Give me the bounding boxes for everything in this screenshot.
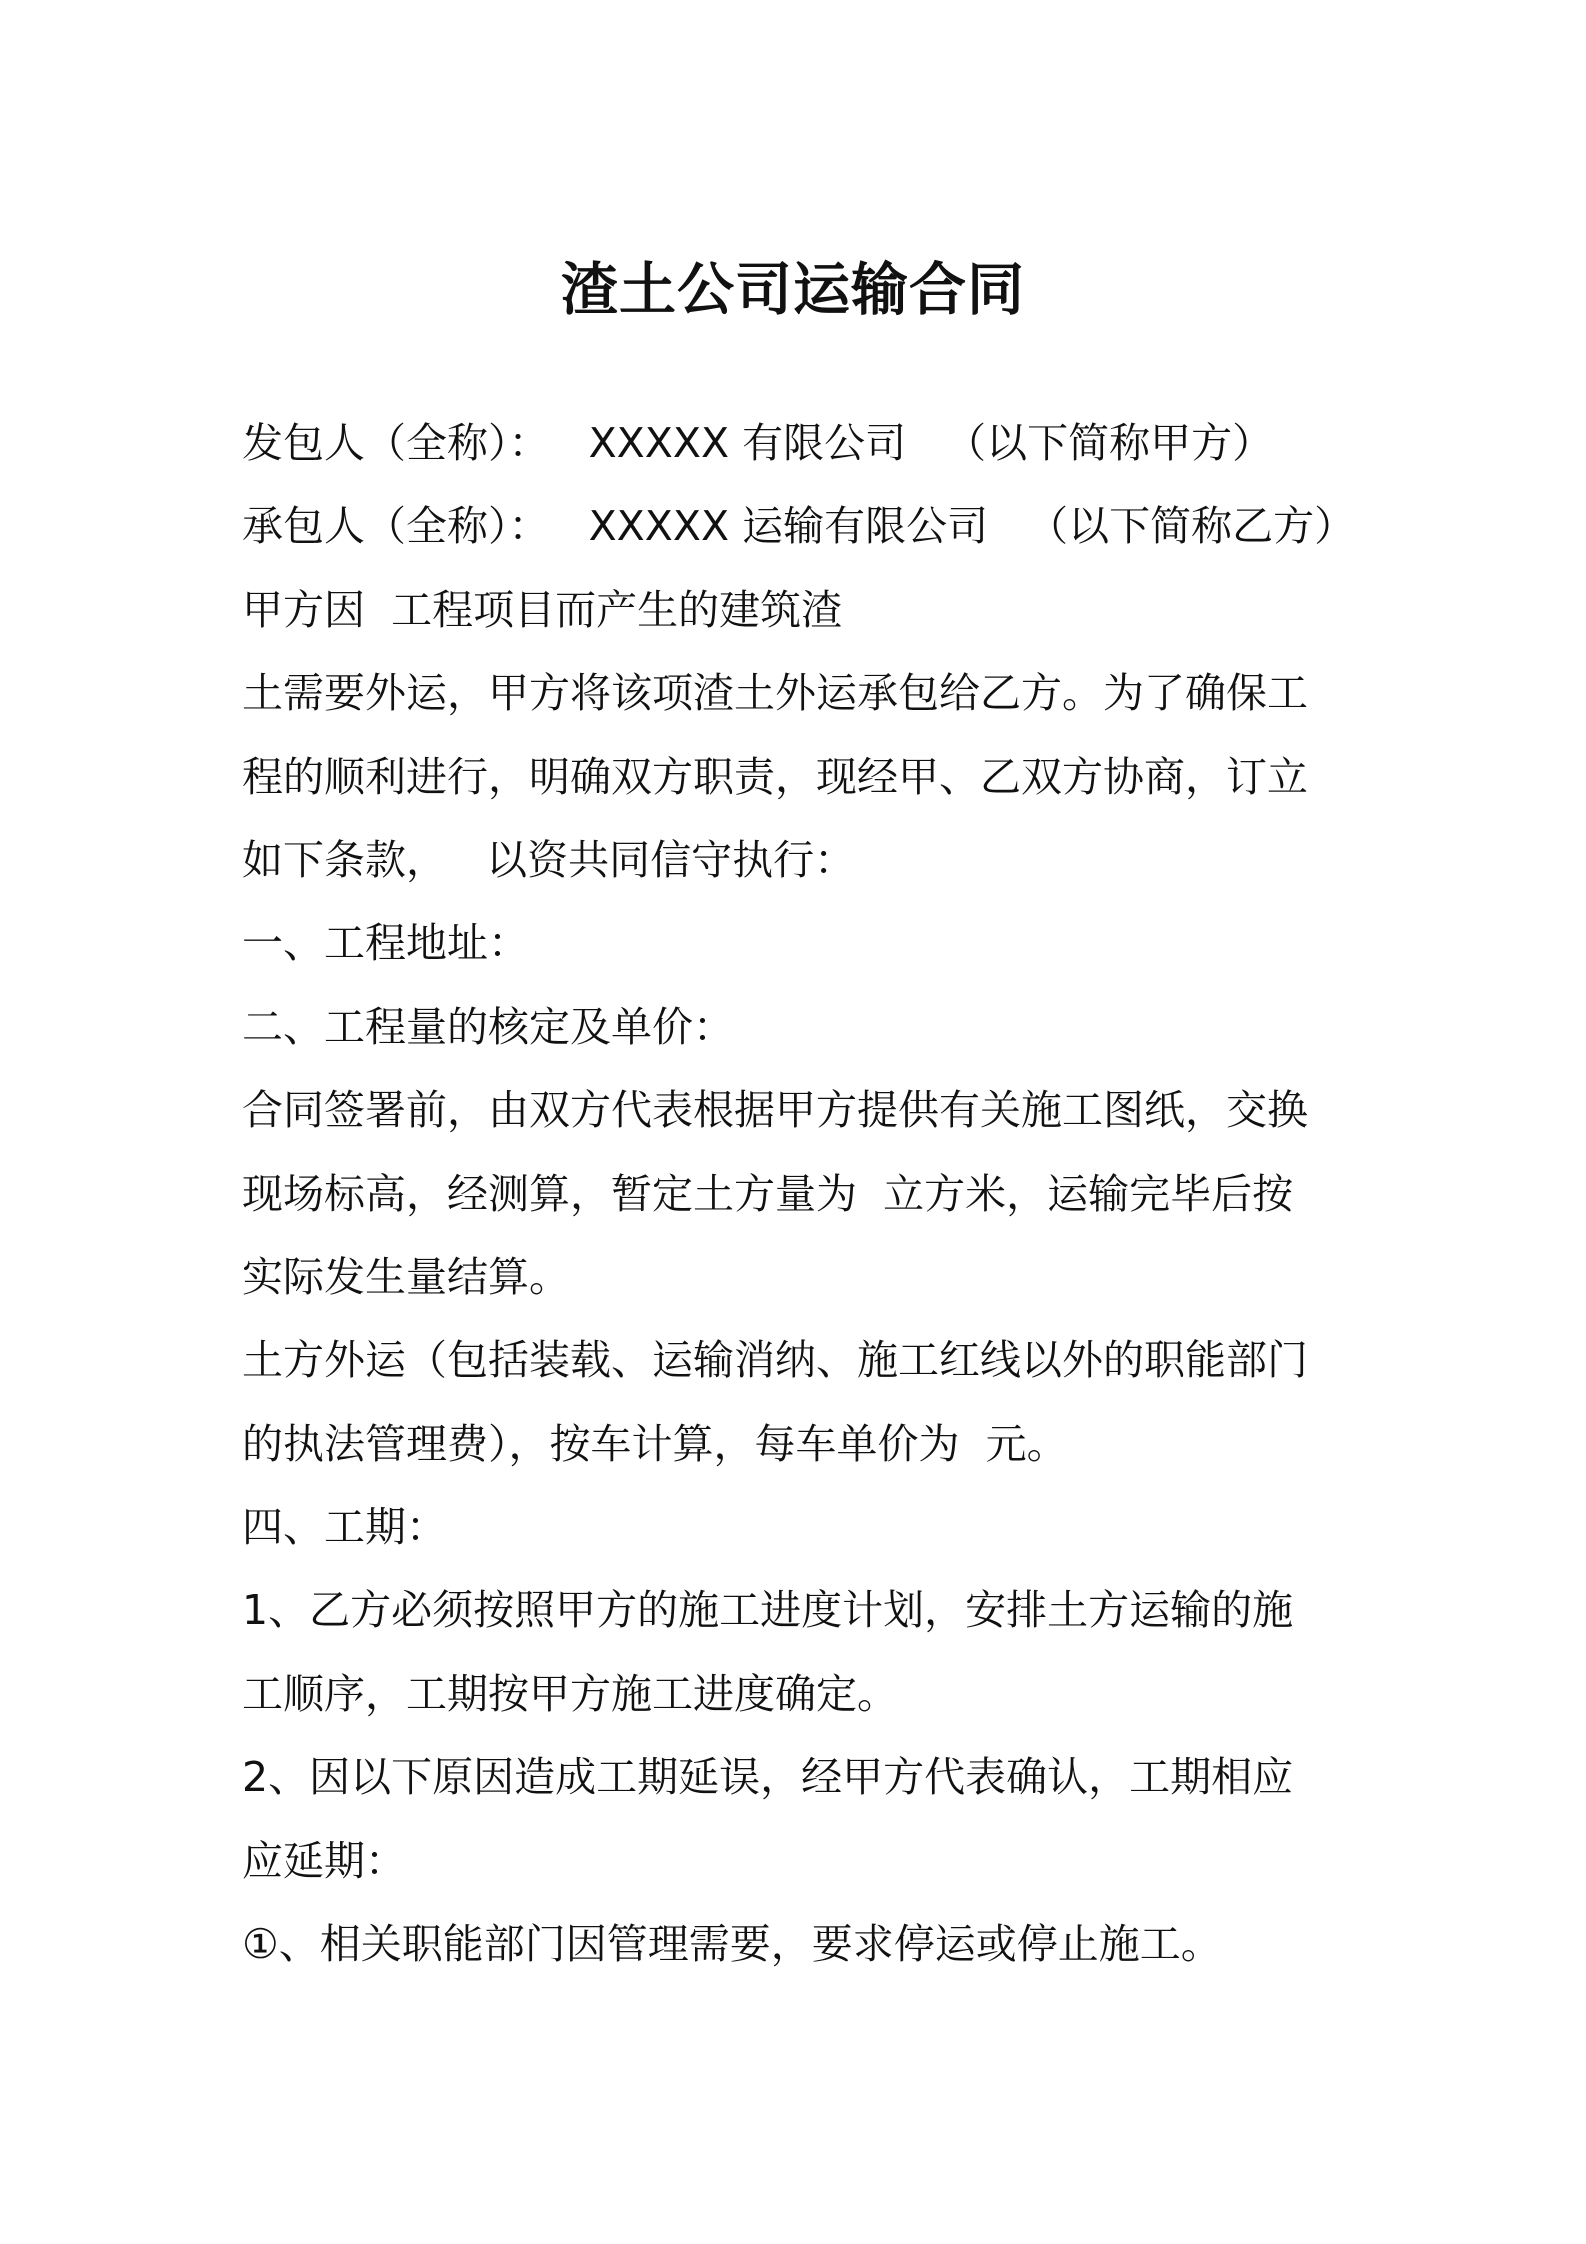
clause-line: ①、相关职能部门因管理需要，要求停运或停止施工。 xyxy=(242,1920,1222,1969)
clause-line: 2、因以下原因造成工期延误，经甲方代表确认，工期相应 xyxy=(242,1753,1294,1802)
clause-line: 应延期： xyxy=(242,1836,406,1885)
party-b-line: 承包人（全称）： XXXXX 运输有限公司 （以下简称乙方） xyxy=(242,502,1356,551)
party-a-line: 发包人（全称）： XXXXX 有限公司 （以下简称甲方） xyxy=(242,419,1274,467)
clause-line: 1、乙方必须按照甲方的施工进度计划，安排土方运输的施 xyxy=(242,1586,1294,1635)
paragraph-line: 甲方因 工程项目而产生的建筑渣 xyxy=(242,585,843,634)
paragraph-line: 现场标高，经测算，暂定土方量为 立方米，运输完毕后按 xyxy=(242,1169,1294,1218)
section-heading: 四、工期： xyxy=(242,1503,447,1552)
clause-line: 工顺序，工期按甲方施工进度确定。 xyxy=(242,1669,898,1718)
paragraph-line: 的执法管理费），按车计算，每车单价为 元。 xyxy=(242,1419,1068,1468)
section-heading: 一、工程地址： xyxy=(242,919,529,968)
section-heading: 二、工程量的核定及单价： xyxy=(242,1002,734,1051)
paragraph-line: 程的顺利进行，明确双方职责，现经甲、乙双方协商，订立 xyxy=(242,752,1308,801)
paragraph-line: 如下条款， 以资共同信守执行： xyxy=(242,835,856,884)
paragraph-line: 土方外运（包括装载、运输消纳、施工红线以外的职能部门 xyxy=(242,1336,1308,1385)
paragraph-line: 实际发生量结算。 xyxy=(242,1252,570,1301)
document-body xyxy=(242,402,1362,1986)
document-title: 渣土公司运输合同 xyxy=(561,257,1025,323)
paragraph-line: 合同签署前，由双方代表根据甲方提供有关施工图纸，交换 xyxy=(242,1086,1308,1135)
paragraph-line: 土需要外运，甲方将该项渣土外运承包给乙方。为了确保工 xyxy=(242,669,1308,718)
